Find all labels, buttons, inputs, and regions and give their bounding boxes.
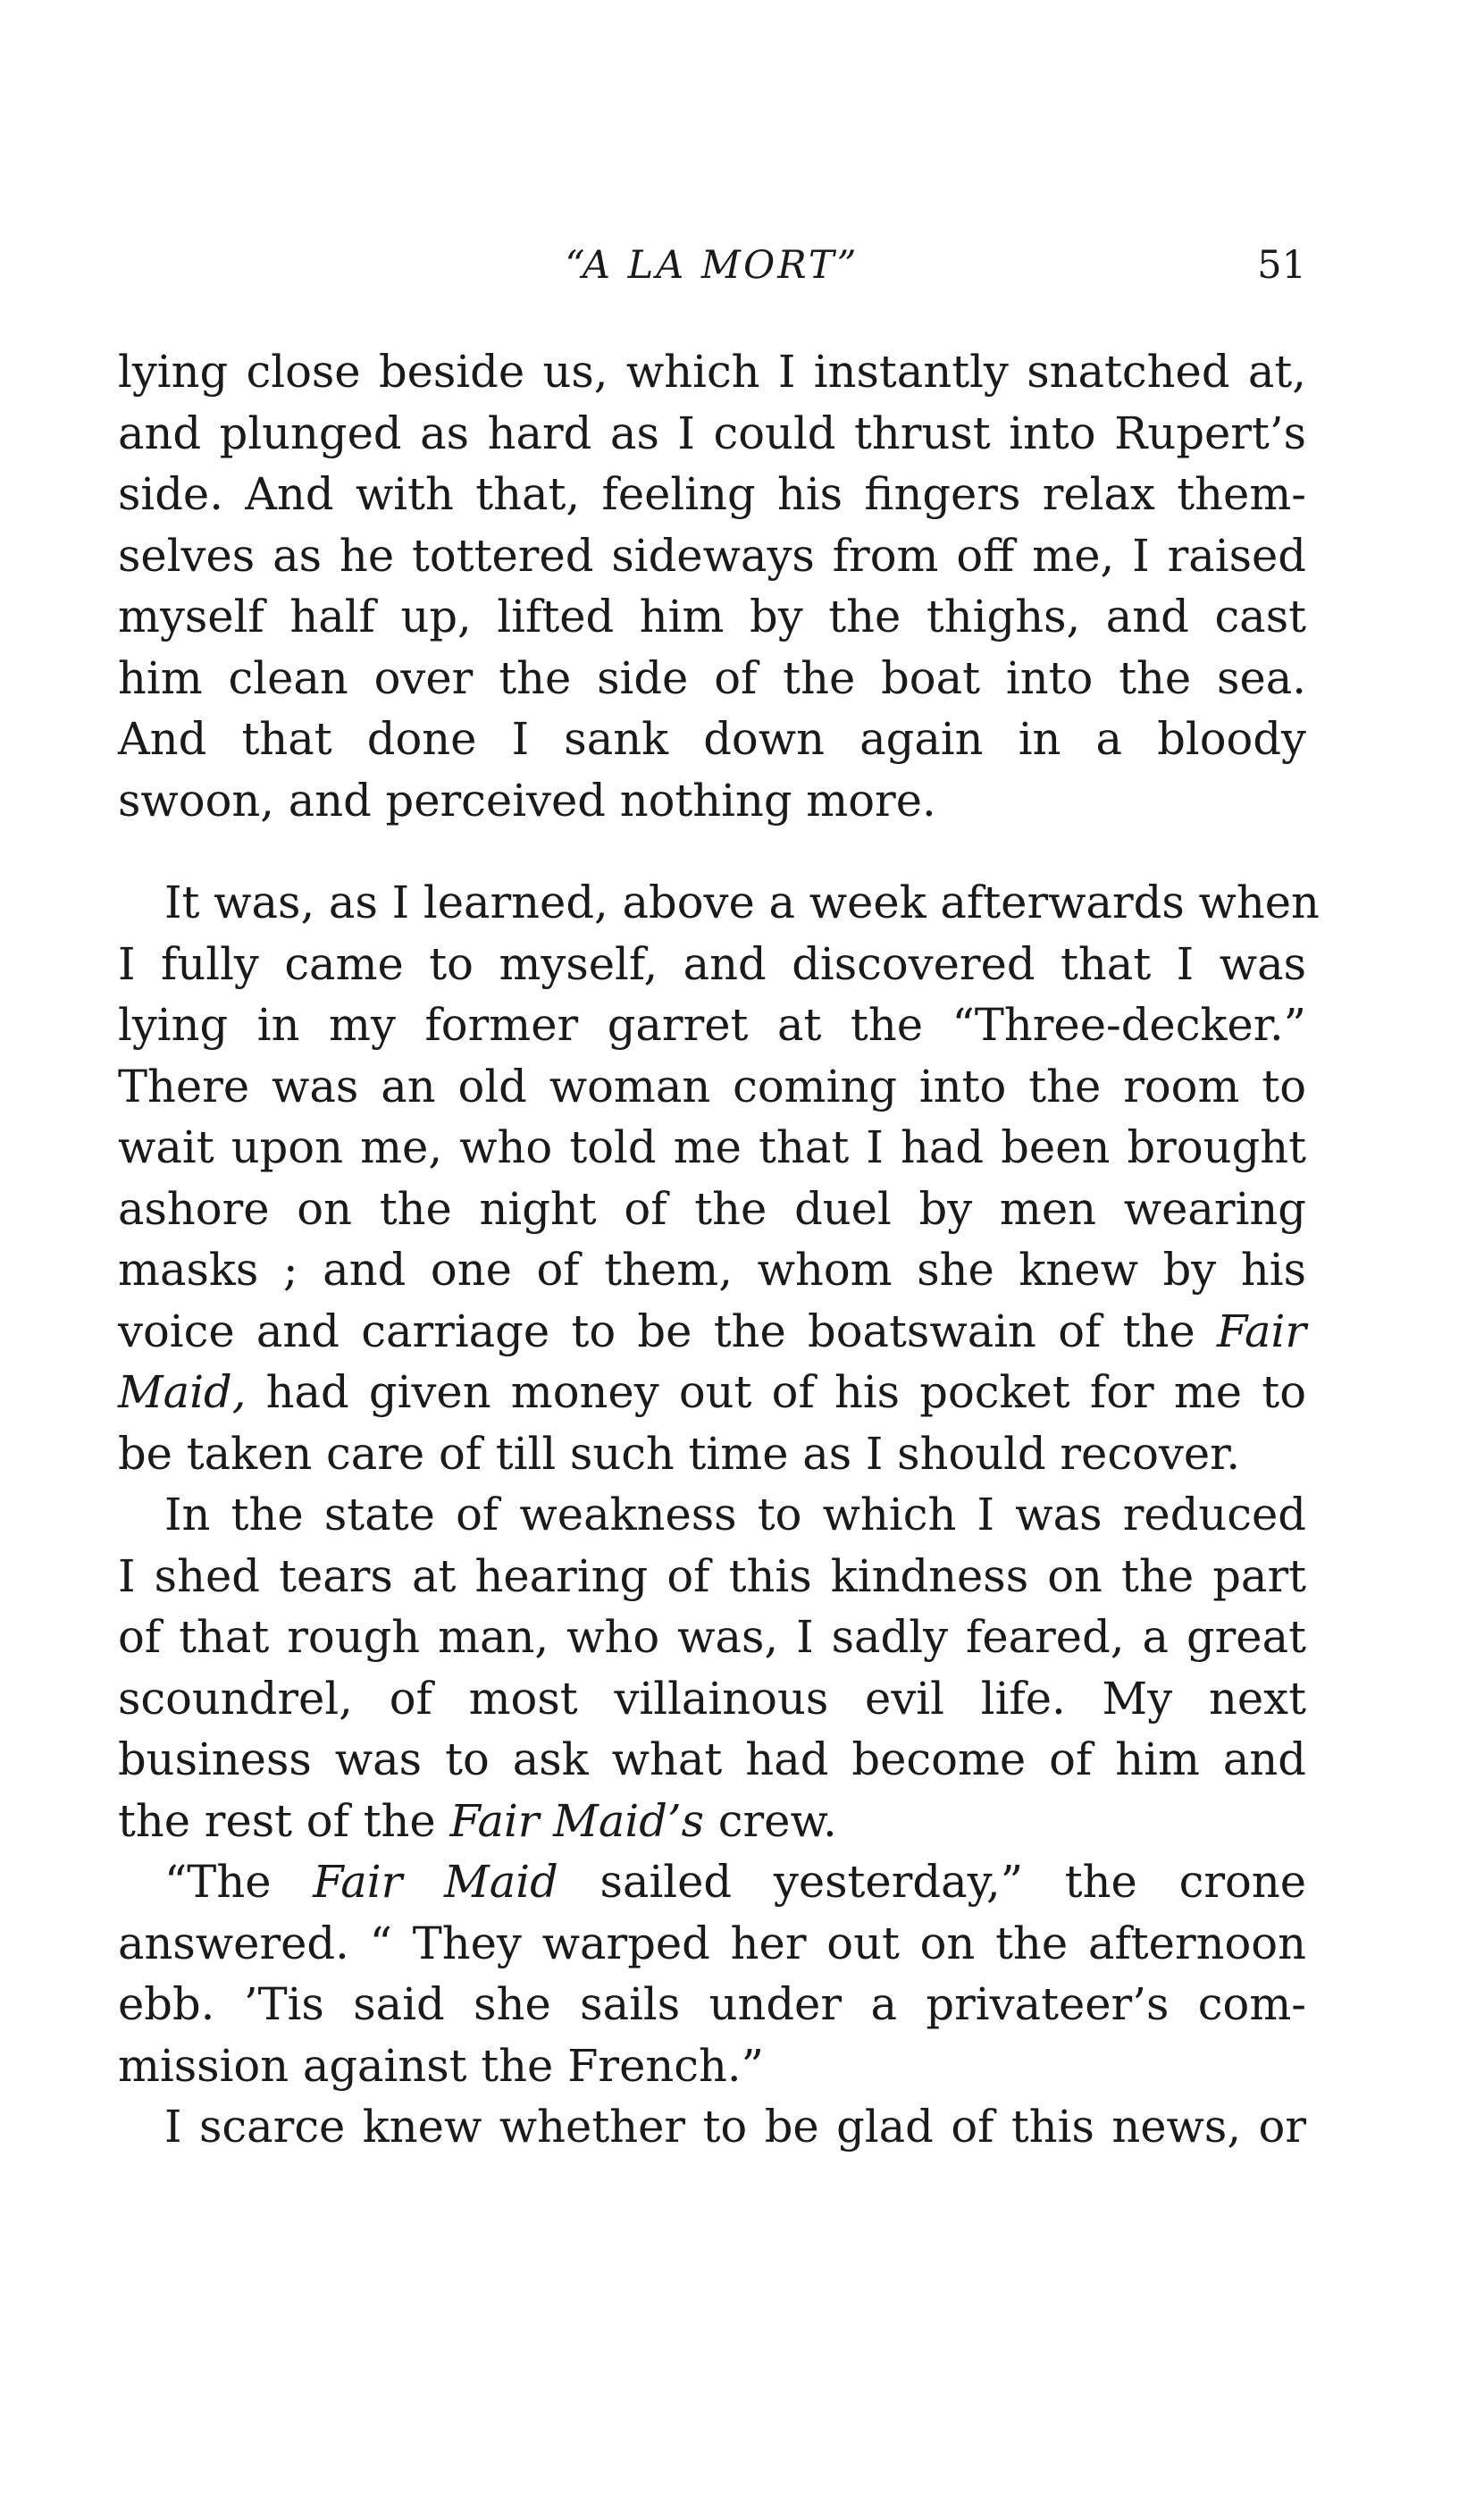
italic-ship-name: Fair Maid’s <box>449 1794 705 1847</box>
text-line: ashore on the night of the duel by men wearing <box>118 1182 1306 1235</box>
text-line: selves as he tottered sideways from off me, I raised <box>118 529 1306 582</box>
text-line: I fully came to myself, and discovered that I was <box>118 937 1306 990</box>
text-line: be taken care of till such time as I should recover. <box>118 1427 1241 1480</box>
text-line: lying close beside us, which I instantly snatched at, <box>118 346 1306 398</box>
text-segment: voice and carriage to be the boatswain of the <box>118 1305 1217 1357</box>
text-line: business was to ask what had become of him and <box>118 1733 1306 1785</box>
paragraph-2 <box>118 872 1320 1484</box>
text-line: mission against the French.” <box>118 2039 764 2092</box>
text-line: swoon, and perceived nothing more. <box>118 774 936 827</box>
text-line: There was an old woman coming into the room to <box>118 1060 1306 1112</box>
italic-ship-name: Fair Maid <box>313 1856 558 1908</box>
running-head <box>118 243 1306 306</box>
text-line: And that done I sank down again in a bloody <box>118 713 1306 765</box>
text-line <box>118 1851 1306 1913</box>
italic-ship-name: Fair <box>1217 1305 1306 1357</box>
text-segment: had given money out of his pocket for me to <box>246 1366 1306 1418</box>
text-line: It was, as I learned, above a week afterwards when <box>164 877 1320 928</box>
page-number: 51 <box>1257 243 1306 288</box>
text-segment: sailed yesterday,” the crone <box>558 1856 1306 1908</box>
text-segment: crew. <box>704 1794 837 1847</box>
text-line: In the state of weakness to which I was reduced <box>164 1489 1306 1540</box>
text-segment: the rest of the <box>118 1794 450 1847</box>
text-line <box>118 1301 1306 1363</box>
text-line: him clean over the side of the boat into the sea. <box>118 651 1306 704</box>
paragraph-5 <box>118 2096 1306 2158</box>
text-line: answered. “ They warped her out on the afternoon <box>118 1917 1306 1969</box>
text-line <box>118 1362 1306 1423</box>
text-line: ebb. ’Tis said she sails under a privateer’s com- <box>118 1978 1306 2030</box>
section-break <box>118 831 1306 872</box>
text-line: side. And with that, feeling his fingers relax them- <box>118 468 1306 520</box>
running-title: “A LA MORT” <box>565 243 859 288</box>
text-line <box>118 1791 1306 1852</box>
text-line: and plunged as hard as I could thrust into Rupert’s <box>118 407 1306 459</box>
paragraph-4 <box>118 1851 1306 2096</box>
paragraph-1 <box>118 341 1306 831</box>
text-line: of that rough man, who was, I sadly feared, a great <box>118 1611 1306 1663</box>
italic-ship-name: Maid, <box>118 1366 247 1418</box>
text-line: masks ; and one of them, whom she knew by his <box>118 1244 1306 1296</box>
text-line: scoundrel, of most villainous evil life. My next <box>118 1672 1306 1725</box>
body-text <box>118 341 1320 2158</box>
paragraph-3 <box>118 1484 1306 1851</box>
text-segment: “The <box>164 1856 314 1908</box>
text-line: I shed tears at hearing of this kindness on the part <box>118 1549 1306 1602</box>
text-line: I scarce knew whether to be glad of this news, or <box>164 2101 1306 2153</box>
text-line: myself half up, lifted him by the thighs, and cast <box>118 591 1306 642</box>
text-line: wait upon me, who told me that I had been brought <box>118 1121 1306 1173</box>
text-line: lying in my former garret at the “Three-decker.” <box>118 999 1306 1051</box>
